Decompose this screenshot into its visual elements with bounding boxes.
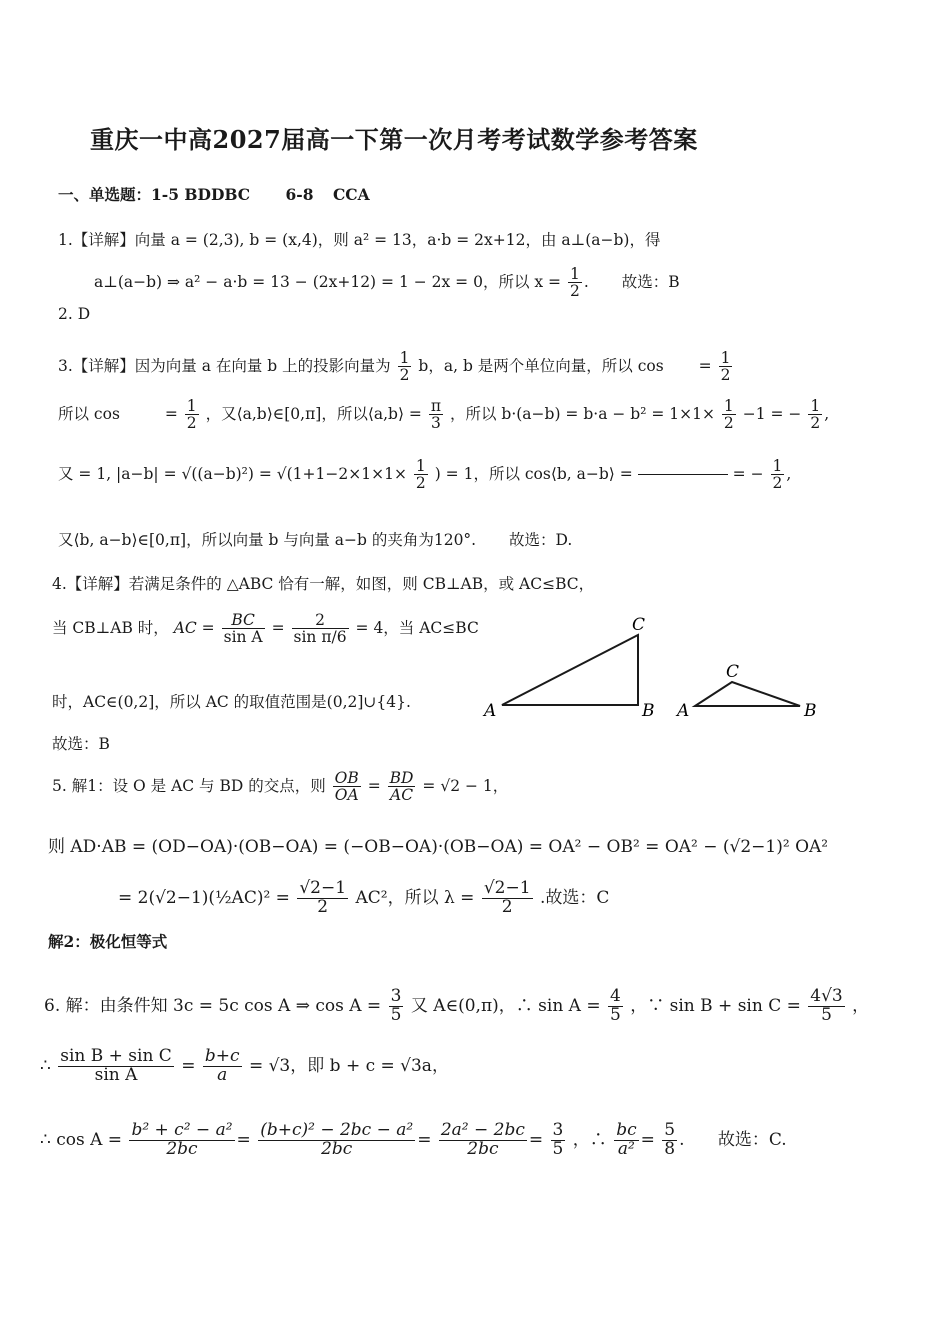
page-title: 重庆一中高2027届高一下第一次月考考试数学参考答案 <box>90 125 698 154</box>
q6-l1-f1-num: 3 <box>390 986 402 1006</box>
q3-l3-blank-line <box>638 474 728 475</box>
q4-fig1-label-a: A <box>484 701 497 721</box>
q3-l3-half-num: 1 <box>415 457 426 475</box>
q5-l1-a: 5. 解1：设 O 是 AC 与 BD 的交点，则 <box>52 776 326 795</box>
q5-eq: = <box>367 776 381 795</box>
q3-l2-b: ，又⟨a,b⟩∈[0,π]，所以⟨a,b⟩ = <box>205 404 422 423</box>
q6-l1-f1 <box>389 988 404 1025</box>
q4-obtuse-triangle <box>675 662 817 721</box>
q3-l3-half-den: 2 <box>415 474 426 493</box>
q6-l3-f6 <box>662 1122 677 1159</box>
q3-answer: 故选：D. <box>509 531 573 549</box>
q4-frac2-den: sin π/6 <box>293 628 347 647</box>
q5-l3-frac1-den: 2 <box>317 896 329 917</box>
q5-l3-frac2-den: 2 <box>501 896 513 917</box>
q5-frac1-num: OB <box>334 769 359 787</box>
q6-l3-f4-den: 5 <box>552 1138 564 1159</box>
single-choice-answers-1-5: 一、单选题：1-5 BDDBC <box>58 185 251 204</box>
q5-l1-b: = √2 − 1， <box>422 776 509 795</box>
q6-l1-a: 6. 解：由条件知 3c = 5c cos A ⇒ cos A = <box>44 995 382 1016</box>
q4-l2-c: = 4，当 AC≤BC <box>355 618 479 637</box>
q3-proj-num: 1 <box>399 349 410 367</box>
q1-x-numerator: 1 <box>569 265 580 283</box>
q4-frac1-den: sin A <box>223 628 263 647</box>
q6-l3-f1-num: b² + c² − a² <box>131 1120 233 1140</box>
q5-frac-bd-ac <box>388 770 416 804</box>
q3-l2-half2-num: 1 <box>723 397 734 415</box>
q3-line-2: 所以 cos = $\frac{1}{2}$ ，又⟨a,b⟩∈[0,π]，所以⟨a,b⟩ = $\frac{\pi}{3}$ ，所以 b·(a−b) = b·a − b² = 1×1× $\frac{1}{2}$ −1 = − $\frac{1}{2}$ , <box>58 397 830 433</box>
q6-l2-f2-den: a <box>217 1064 228 1085</box>
q3-l3-b: ) = 1，所以 cos⟨b, a−b⟩ = <box>434 464 633 483</box>
q4-fig2-label-c: C <box>726 662 740 682</box>
q3-l3-neg-half <box>771 458 785 492</box>
q3-l2-half3 <box>808 398 822 432</box>
q3-l2-half2-den: 2 <box>723 414 734 433</box>
q6-l2-f1-den: sin A <box>94 1064 138 1085</box>
q5-answer: .故选：C <box>539 887 610 908</box>
q1-line-1: 1.【详解】向量 a = (2,3), b = (x,4)，则 a² = 13，a·b = 2x+12，由 a⊥(a−b)，得 <box>58 231 661 249</box>
q5-solution-2: 解2：极化恒等式 <box>48 932 168 951</box>
q5-l3-a: = 2(√2−1)(½AC)² = <box>118 887 290 908</box>
q5-line-3 <box>118 880 609 917</box>
q4-fig1-label-c: C <box>632 615 646 635</box>
q5-frac-ob-oa <box>333 770 361 804</box>
q6-l2-f2-num: b+c <box>204 1046 240 1066</box>
q5-l3-frac2 <box>482 880 533 917</box>
q5-l3-b: AC²，所以 λ = <box>355 887 475 908</box>
q6-l3-f4 <box>551 1122 566 1159</box>
q4-line-2 <box>52 612 479 646</box>
q6-l3-f5-num: bc <box>616 1120 637 1140</box>
q6-line-1 <box>44 988 869 1025</box>
q3-l3-c: = − <box>732 464 764 483</box>
q6-l1-f3 <box>808 988 844 1025</box>
q6-l2-f1 <box>58 1048 174 1085</box>
q3-cos-den: 2 <box>720 366 731 385</box>
q3-l2-pi-num: π <box>430 397 442 415</box>
q6-l3-f2 <box>258 1122 415 1159</box>
q6-l3-f5-den: a² <box>617 1138 635 1159</box>
q4-line-3: 时，AC∈(0,2]，所以 AC 的取值范围是(0,2]∪{4}. <box>52 693 411 711</box>
q3-text-b: b，a, b 是两个单位向量，所以 cos <box>418 356 664 375</box>
q3-l2-pi-fraction <box>429 398 443 432</box>
q4-right-triangle-shape <box>502 635 638 705</box>
q3-l4-text: 又⟨b, a−b⟩∈[0,π]，所以向量 b 与向量 a−b 的夹角为120°. <box>58 531 477 549</box>
q6-l1-b: 又 A∈(0,π)，∴ sin A = <box>410 995 601 1016</box>
q6-line-3: ∴ cos A = $\frac{\text{b² + c² − a²}}{2bc}$ = $\frac{\text{(b+c)² − 2bc − a²}}{2bc}$ = $\frac{\text{2a² − 2bc}}{2bc}$ = $\frac{3}{5}$ ，∴ $\frac{bc}{\text{a²}}$ = $\frac{5}{8}$ . 故选：C. <box>40 1120 787 1159</box>
q6-l3-f5 <box>614 1122 638 1159</box>
q4-right-triangle <box>482 615 655 721</box>
q3-line-3: 又 = 1, |a−b| = √((a−b)²) = √(1+1−2×1×1× $\frac{1}{2}$ ) = 1，所以 cos⟨b, a−b⟩ = = − $\frac{1}{2}$ , <box>58 457 792 493</box>
q6-l3-a: ∴ cos A = <box>40 1129 123 1150</box>
q3-cos-fraction <box>719 350 733 384</box>
q3-l2-half2 <box>722 398 736 432</box>
q6-l1-c: ，∵ sin B + sin C = <box>630 995 801 1016</box>
q4-frac-2-sinpi6 <box>292 612 349 646</box>
q6-l2-a: ∴ <box>40 1055 51 1076</box>
q3-l2-half-num: 1 <box>186 397 197 415</box>
q5-frac2-num: BD <box>389 769 414 787</box>
q6-l1-f3-num: 4√3 <box>810 986 843 1006</box>
q6-l3-f3-den: 2bc <box>467 1138 499 1159</box>
q3-l2-d: −1 = − <box>742 404 802 423</box>
q4-fig2-label-b: B <box>804 701 817 721</box>
q6-l1-f2 <box>608 988 623 1025</box>
q1-derivation: a⊥(a−b) ⇒ a² − a·b = 13 − (2x+12) = 1 − 2x = 0，所以 x = <box>94 272 562 291</box>
q4-obtuse-triangle-shape <box>695 682 800 706</box>
q4-l2-b: AC = <box>173 618 215 637</box>
q6-l1-d: ， <box>852 995 870 1016</box>
q6-l1-f3-den: 5 <box>821 1004 832 1025</box>
q3-projection-fraction <box>398 350 412 384</box>
q6-l3-f2-num: (b+c)² − 2bc − a² <box>260 1120 414 1140</box>
q6-l3-f2-den: 2bc <box>321 1138 353 1159</box>
q6-l1-f1-den: 5 <box>390 1004 402 1025</box>
q3-cos-num: 1 <box>720 349 731 367</box>
q6-l3-f6-num: 5 <box>664 1120 676 1140</box>
q3-l3-a: 又 = 1, |a−b| = √((a−b)²) = √(1+1−2×1×1× <box>58 464 407 483</box>
q6-l1-f2-den: 5 <box>610 1004 621 1025</box>
q3-l3-half <box>414 458 428 492</box>
single-choice-range-6-8: 6-8 <box>285 185 314 204</box>
q6-answer: 故选：C. <box>717 1129 787 1150</box>
q2-line: 2. D <box>58 305 91 323</box>
q4-frac1-num: BC <box>222 612 265 629</box>
q3-proj-den: 2 <box>399 366 410 385</box>
q4-frac2-num: 2 <box>292 612 349 629</box>
q1-x-fraction <box>568 266 582 300</box>
q4-fig2-label-a: A <box>677 701 690 721</box>
q3-l2-half3-den: 2 <box>810 414 821 433</box>
q1-line-2: a⊥(a−b) ⇒ a² − a·b = 13 − (2x+12) = 1 − 2x = 0，所以 x = $\frac{1}{2}$ . 故选：B <box>94 265 680 301</box>
q1-answer: 故选：B <box>621 272 680 291</box>
q5-l3-frac1 <box>297 880 348 917</box>
q3-l2-half-den: 2 <box>186 414 197 433</box>
q5-l3-frac2-num: √2−1 <box>483 878 531 898</box>
q1-x-denominator: 2 <box>569 282 580 301</box>
single-choice-heading <box>58 183 370 205</box>
q6-l2-f2 <box>203 1048 242 1085</box>
q3-l2-half <box>185 398 199 432</box>
q4-l2-a: 当 CB⊥AB 时， <box>52 618 169 637</box>
q6-l3-f1 <box>129 1122 234 1159</box>
q3-text-a: 3.【详解】因为向量 a 在向量 b 上的投影向量为 <box>58 356 391 375</box>
q4-fig1-label-b: B <box>642 701 655 721</box>
q3-line-4 <box>58 528 572 550</box>
q6-l3-f1-den: 2bc <box>166 1138 198 1159</box>
q6-l2-b: = √3，即 b + c = √3a， <box>248 1055 449 1076</box>
q4-frac-bc-sina <box>222 612 265 646</box>
q6-l3-b: ，∴ <box>572 1129 607 1150</box>
q4-line-1: 4.【详解】若满足条件的 △ABC 恰有一解，如图，则 CB⊥AB，或 AC≤BC， <box>52 575 595 593</box>
q6-l2-f1-num: sin B + sin C <box>60 1046 172 1066</box>
q4-eq: = <box>271 618 285 637</box>
q5-line-2: 则 AD·AB = (OD−OA)·(OB−OA) = (−OB−OA)·(OB−OA) = OA² − OB² = OA² − (√2−1)² OA² <box>48 837 829 857</box>
q6-l3-f6-den: 8 <box>664 1138 676 1159</box>
q3-line-1 <box>58 350 734 384</box>
q6-line-2: ∴ $\frac{\text{sin B + sin C}}{\text{sin A}}$ = $\frac{b+c}{a}$ = √3，即 b + c = √3a， <box>40 1046 449 1085</box>
q5-l3-frac1-num: √2−1 <box>299 878 347 898</box>
single-choice-answers-6-8: CCA <box>332 185 370 204</box>
q3-l2-half3-num: 1 <box>810 397 821 415</box>
q3-l2-pi-den: 3 <box>431 414 441 433</box>
q6-l3-f3 <box>439 1122 527 1159</box>
q3-l3-neg-half-den: 2 <box>772 474 783 493</box>
q6-l3-f4-num: 3 <box>552 1120 564 1140</box>
q3-l2-c: ，所以 b·(a−b) = b·a − b² = 1×1× <box>449 404 715 423</box>
q5-frac1-den: OA <box>334 786 359 805</box>
q3-l2-a: 所以 cos <box>58 404 120 423</box>
q3-text-c: = <box>698 356 712 375</box>
q3-l3-neg-half-num: 1 <box>772 457 783 475</box>
q5-line-1 <box>52 770 508 804</box>
q4-answer: 故选：B <box>52 735 110 753</box>
q4-triangle-figures <box>470 610 850 725</box>
q5-frac2-den: AC <box>390 786 414 805</box>
q6-l1-f2-num: 4 <box>610 986 621 1006</box>
q6-l3-f3-num: 2a² − 2bc <box>440 1120 525 1140</box>
